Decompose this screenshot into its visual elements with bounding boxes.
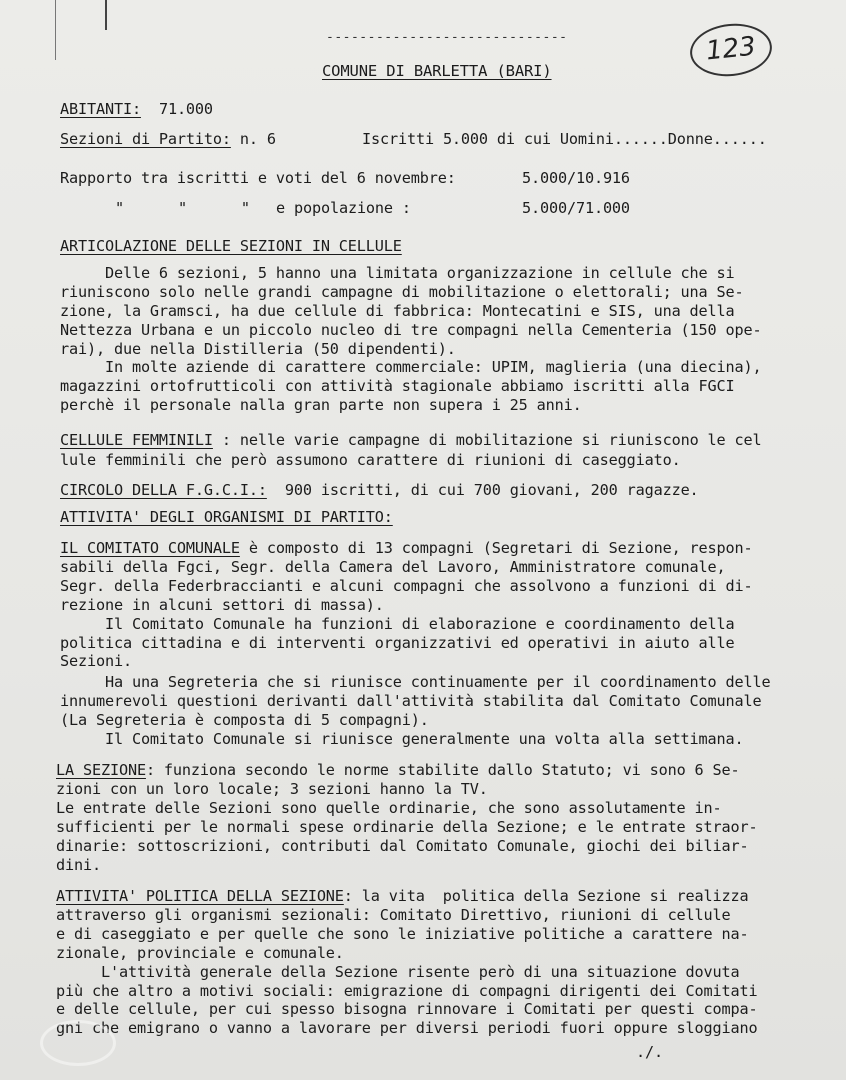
popolazione-value: 5.000/71.000 bbox=[522, 199, 630, 217]
text-line: rezione in alcuni settori di massa). bbox=[60, 595, 384, 614]
text-line: Delle 6 sezioni, 5 hanno una limitata organizzazione in cellule che si bbox=[60, 264, 735, 282]
abitanti-line bbox=[60, 100, 213, 118]
text-line: gni che emigrano o vanno a lavorare per diversi periodi fuori oppure sloggiano bbox=[56, 1019, 758, 1038]
cellule-femminili-line1 bbox=[60, 431, 762, 449]
attivita-heading: ATTIVITA' DEGLI ORGANISMI DI PARTITO: bbox=[60, 508, 393, 526]
comitato-body bbox=[60, 558, 846, 671]
text-line: riuniscono solo nelle grandi campagne di mobilitazione o elettorali; una Se- bbox=[60, 282, 744, 301]
popolazione-label: e popolazione : bbox=[276, 199, 411, 217]
text-line: Sezioni. bbox=[60, 652, 132, 671]
cellule-femminili-text: : nelle varie campagne di mobilitazione si riuniscono le cel bbox=[212, 431, 762, 449]
text-line: Le entrate delle Sezioni sono quelle ordinarie, che sono assolutamente in- bbox=[56, 798, 722, 817]
text-line: Il Comitato Comunale ha funzioni di elaborazione e coordinamento della bbox=[60, 614, 735, 633]
archive-watermark-logo bbox=[40, 1020, 116, 1066]
text-line: politica cittadina e di interventi organizzativi ed operativi in aiuto alle bbox=[60, 633, 735, 652]
abitanti-value: 71.000 bbox=[158, 100, 213, 118]
document-title: COMUNE DI BARLETTA (BARI) bbox=[322, 62, 552, 80]
circolo-heading: CIRCOLO DELLA F.G.C.I.: bbox=[60, 481, 267, 499]
text-line: dinarie: sottoscrizioni, contributi dal Comitato Comunale, giochi dei biliar- bbox=[56, 836, 749, 855]
text-line: più che altro a motivi sociali: emigrazione di compagni dirigenti dei Comitati bbox=[56, 981, 758, 1000]
rapporto-label: Rapporto tra iscritti e voti del 6 novembre: bbox=[60, 169, 456, 187]
circolo-line bbox=[60, 481, 699, 499]
text-line: rai), due nella Distilleria (50 dipendenti). bbox=[60, 339, 456, 358]
articolazione-body bbox=[60, 264, 846, 415]
text-line: In molte aziende di carattere commerciale: UPIM, maglieria (una diecina), bbox=[60, 358, 762, 377]
comitato-heading: IL COMITATO COMUNALE bbox=[60, 539, 240, 557]
sezioni-value: n. 6 bbox=[239, 130, 276, 148]
header-dashes: ----------------------------- bbox=[326, 30, 568, 45]
text-line: Il Comitato Comunale si riunisce generalmente una volta alla settimana. bbox=[60, 729, 744, 748]
text-line: sufficienti per le normali spese ordinarie della Sezione; e le entrate straor- bbox=[56, 817, 758, 836]
text-line: Nettezza Urbana e un piccolo nucleo di tre compagni nella Cementeria (150 ope- bbox=[60, 320, 762, 339]
text-line: Segr. della Federbraccianti e alcuni compagni che assolvono a funzioni di di- bbox=[60, 576, 753, 595]
text-line: e delle cellule, per cui spesso bisogna rinnovare i Comitati per questi compa- bbox=[56, 1000, 758, 1019]
attivita-politica-text: : la vita politica della Sezione si realizza bbox=[343, 887, 749, 905]
comitato-line1 bbox=[60, 539, 753, 557]
page-number: 123 bbox=[688, 20, 775, 80]
sezioni-label: Sezioni di Partito: bbox=[60, 130, 231, 148]
paper-ink-mark bbox=[105, 0, 107, 30]
text-line: zionale, provinciale e comunale. bbox=[56, 943, 344, 962]
text-line: L'attività generale della Sezione risente però di una situazione dovuta bbox=[56, 962, 740, 981]
sezione-body bbox=[56, 780, 846, 874]
text-line: zione, la Gramsci, ha due cellule di fabbrica: Montecatini e SIS, una della bbox=[60, 301, 735, 320]
sezione-line1 bbox=[56, 761, 740, 779]
cellule-femminili-heading: CELLULE FEMMINILI bbox=[60, 431, 213, 449]
text-line: perchè il personale nalla gran parte non supera i 25 anni. bbox=[60, 396, 582, 415]
text-line: e di caseggiato e per quelle che sono le iniziative politiche a carattere na- bbox=[56, 924, 749, 943]
circolo-text: 900 iscritti, di cui 700 giovani, 200 ragazze. bbox=[266, 481, 699, 499]
attivita-politica-line1 bbox=[56, 887, 749, 905]
iscritti-text: Iscritti 5.000 di cui Uomini......Donne...... bbox=[362, 130, 767, 148]
text-line: sabili della Fgci, Segr. della Camera del Lavoro, Amministratore comunale, bbox=[60, 558, 726, 576]
text-line: magazzini ortofrutticoli con attività stagionale abbiamo iscritti alla FGCI bbox=[60, 377, 735, 396]
articolazione-heading: ARTICOLAZIONE DELLE SEZIONI IN CELLULE bbox=[60, 237, 402, 255]
sezioni-line bbox=[60, 130, 276, 148]
rapporto-value: 5.000/10.916 bbox=[522, 169, 630, 187]
continuation-mark: ./. bbox=[636, 1043, 663, 1061]
comitato-body-2 bbox=[60, 673, 846, 749]
text-line: Ha una Segreteria che si riunisce continuamente per il coordinamento delle bbox=[60, 673, 771, 691]
cellule-femminili-line2: lule femminili che però assumono carattere di riunioni di caseggiato. bbox=[60, 451, 681, 469]
sezione-heading: LA SEZIONE bbox=[56, 761, 146, 779]
attivita-politica-heading: ATTIVITA' POLITICA DELLA SEZIONE bbox=[56, 887, 344, 905]
text-line: innumerevoli questioni derivanti dall'attività stabilita dal Comitato Comunale bbox=[60, 691, 762, 710]
text-line: attraverso gli organismi sezionali: Comitato Direttivo, riunioni di cellule bbox=[56, 906, 731, 924]
comitato-text: è composto di 13 compagni (Segretari di Sezione, respon- bbox=[239, 539, 753, 557]
abitanti-label: ABITANTI: bbox=[60, 100, 141, 118]
text-line: dini. bbox=[56, 855, 101, 874]
ditto-marks: " " " bbox=[115, 199, 250, 217]
text-line: zioni con un loro locale; 3 sezioni hanno la TV. bbox=[56, 780, 488, 798]
sezione-text: : funziona secondo le norme stabilite dallo Statuto; vi sono 6 Se- bbox=[145, 761, 740, 779]
attivita-politica-body bbox=[56, 906, 846, 1038]
text-line: (La Segreteria è composta di 5 compagni). bbox=[60, 710, 429, 729]
paper-fold-mark bbox=[55, 0, 56, 60]
